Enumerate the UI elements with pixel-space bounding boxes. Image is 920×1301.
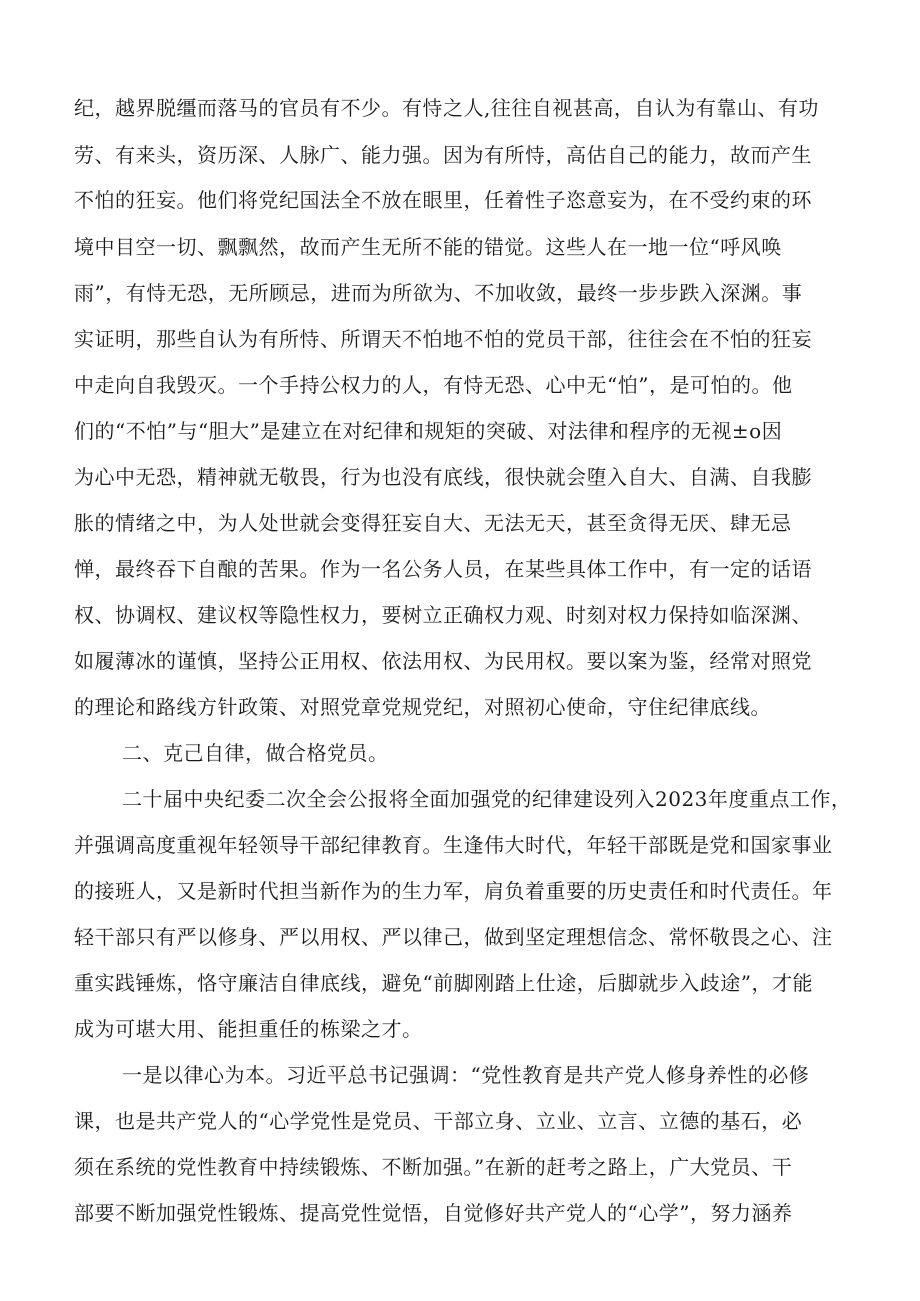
text-line: 们的“不怕”与“胆大”是建立在对纪律和规矩的突破、对法律和程序的无视±o因 <box>74 419 783 443</box>
text-line: 境中目空一切、飘飘然，故而产生无所不能的错觉。这些人在一地一位“呼风唤 <box>74 235 782 259</box>
text-line: 劳、有来头，资历深、人脉广、能力强。因为有所恃，高估自己的能力，故而产生 <box>74 143 812 167</box>
text-line: 二十届中央纪委二次全会公报将全面加强党的纪律建设列入2023年度重点工作， <box>122 787 852 811</box>
text-line: 权、协调权、建议权等隐性权力，要树立正确权力观、时刻对权力保持如临深渊、 <box>74 603 812 627</box>
text-line: 并强调高度重视年轻领导干部纪律教育。生逢伟大时代，年轻干部既是党和国家事业 <box>74 833 833 857</box>
text-line: 如履薄冰的谨慎，坚持公正用权、依法用权、为民用权。要以案为鉴，经常对照党 <box>74 649 812 673</box>
text-line: 的理论和路线方针政策、对照党章党规党纪，对照初心使命，守住纪律底线。 <box>74 695 771 719</box>
text-line: 纪，越界脱缰而落马的官员有不少。有恃之人,往往自视甚高，自认为有靠山、有功 <box>74 96 819 120</box>
text-line: 轻干部只有严以修身、严以用权、严以律己，做到坚定理想信念、常怀敬畏之心、注 <box>74 925 833 949</box>
text-line: 部要不断加强党性锻炼、提高党性觉悟，自觉修好共产党人的“心学”，努力涵养 <box>74 1201 793 1225</box>
text-line: 的接班人，又是新时代担当新作为的生力军，肩负着重要的历史责任和时代责任。年 <box>74 879 833 903</box>
text-line: 胀的情绪之中，为人处世就会变得狂妄自大、无法无天，甚至贪得无厌、肆无忌 <box>74 511 792 535</box>
section-heading: 二、克己自律，做合格党员。 <box>122 741 389 765</box>
text-line: 不怕的狂妄。他们将党纪国法全不放在眼里，任着性子恣意妄为，在不受约束的环 <box>74 188 812 212</box>
text-line: 中走向自我毁灭。一个手持公权力的人，有恃无恐、心中无“怕”，是可怕的。他 <box>74 373 793 397</box>
text-line: 成为可堪大用、能担重任的栋梁之才。 <box>74 1017 423 1041</box>
text-line: 课，也是共产党人的“心学党性是党员、干部立身、立业、立言、立德的基石，必 <box>74 1109 803 1133</box>
text-line: 惮，最终吞下自酿的苦果。作为一名公务人员，在某些具体工作中，有一定的话语 <box>74 557 812 581</box>
text-line: 为心中无恐，精神就无敬畏，行为也没有底线，很快就会堕入自大、自满、自我膨 <box>74 465 812 489</box>
text-line: 雨”，有恃无恐，无所顾忌，进而为所欲为、不加收敛，最终一步步跌入深渊。事 <box>74 281 803 305</box>
text-line: 一是以律心为本。习近平总书记强调：“党性教育是共产党人修身养性的必修 <box>122 1063 810 1087</box>
text-line: 实证明，那些自认为有所恃、所谓天不怕地不怕的党员干部，往往会在不怕的狂妄 <box>74 327 812 351</box>
text-line: 重实践锤炼，恪守廉洁自律底线，避免“前脚刚踏上仕途，后脚就步入歧途”，才能 <box>74 971 813 995</box>
text-line: 须在系统的党性教育中持续锻炼、不断加强。”在新的赶考之路上，广大党员、干 <box>74 1155 793 1179</box>
